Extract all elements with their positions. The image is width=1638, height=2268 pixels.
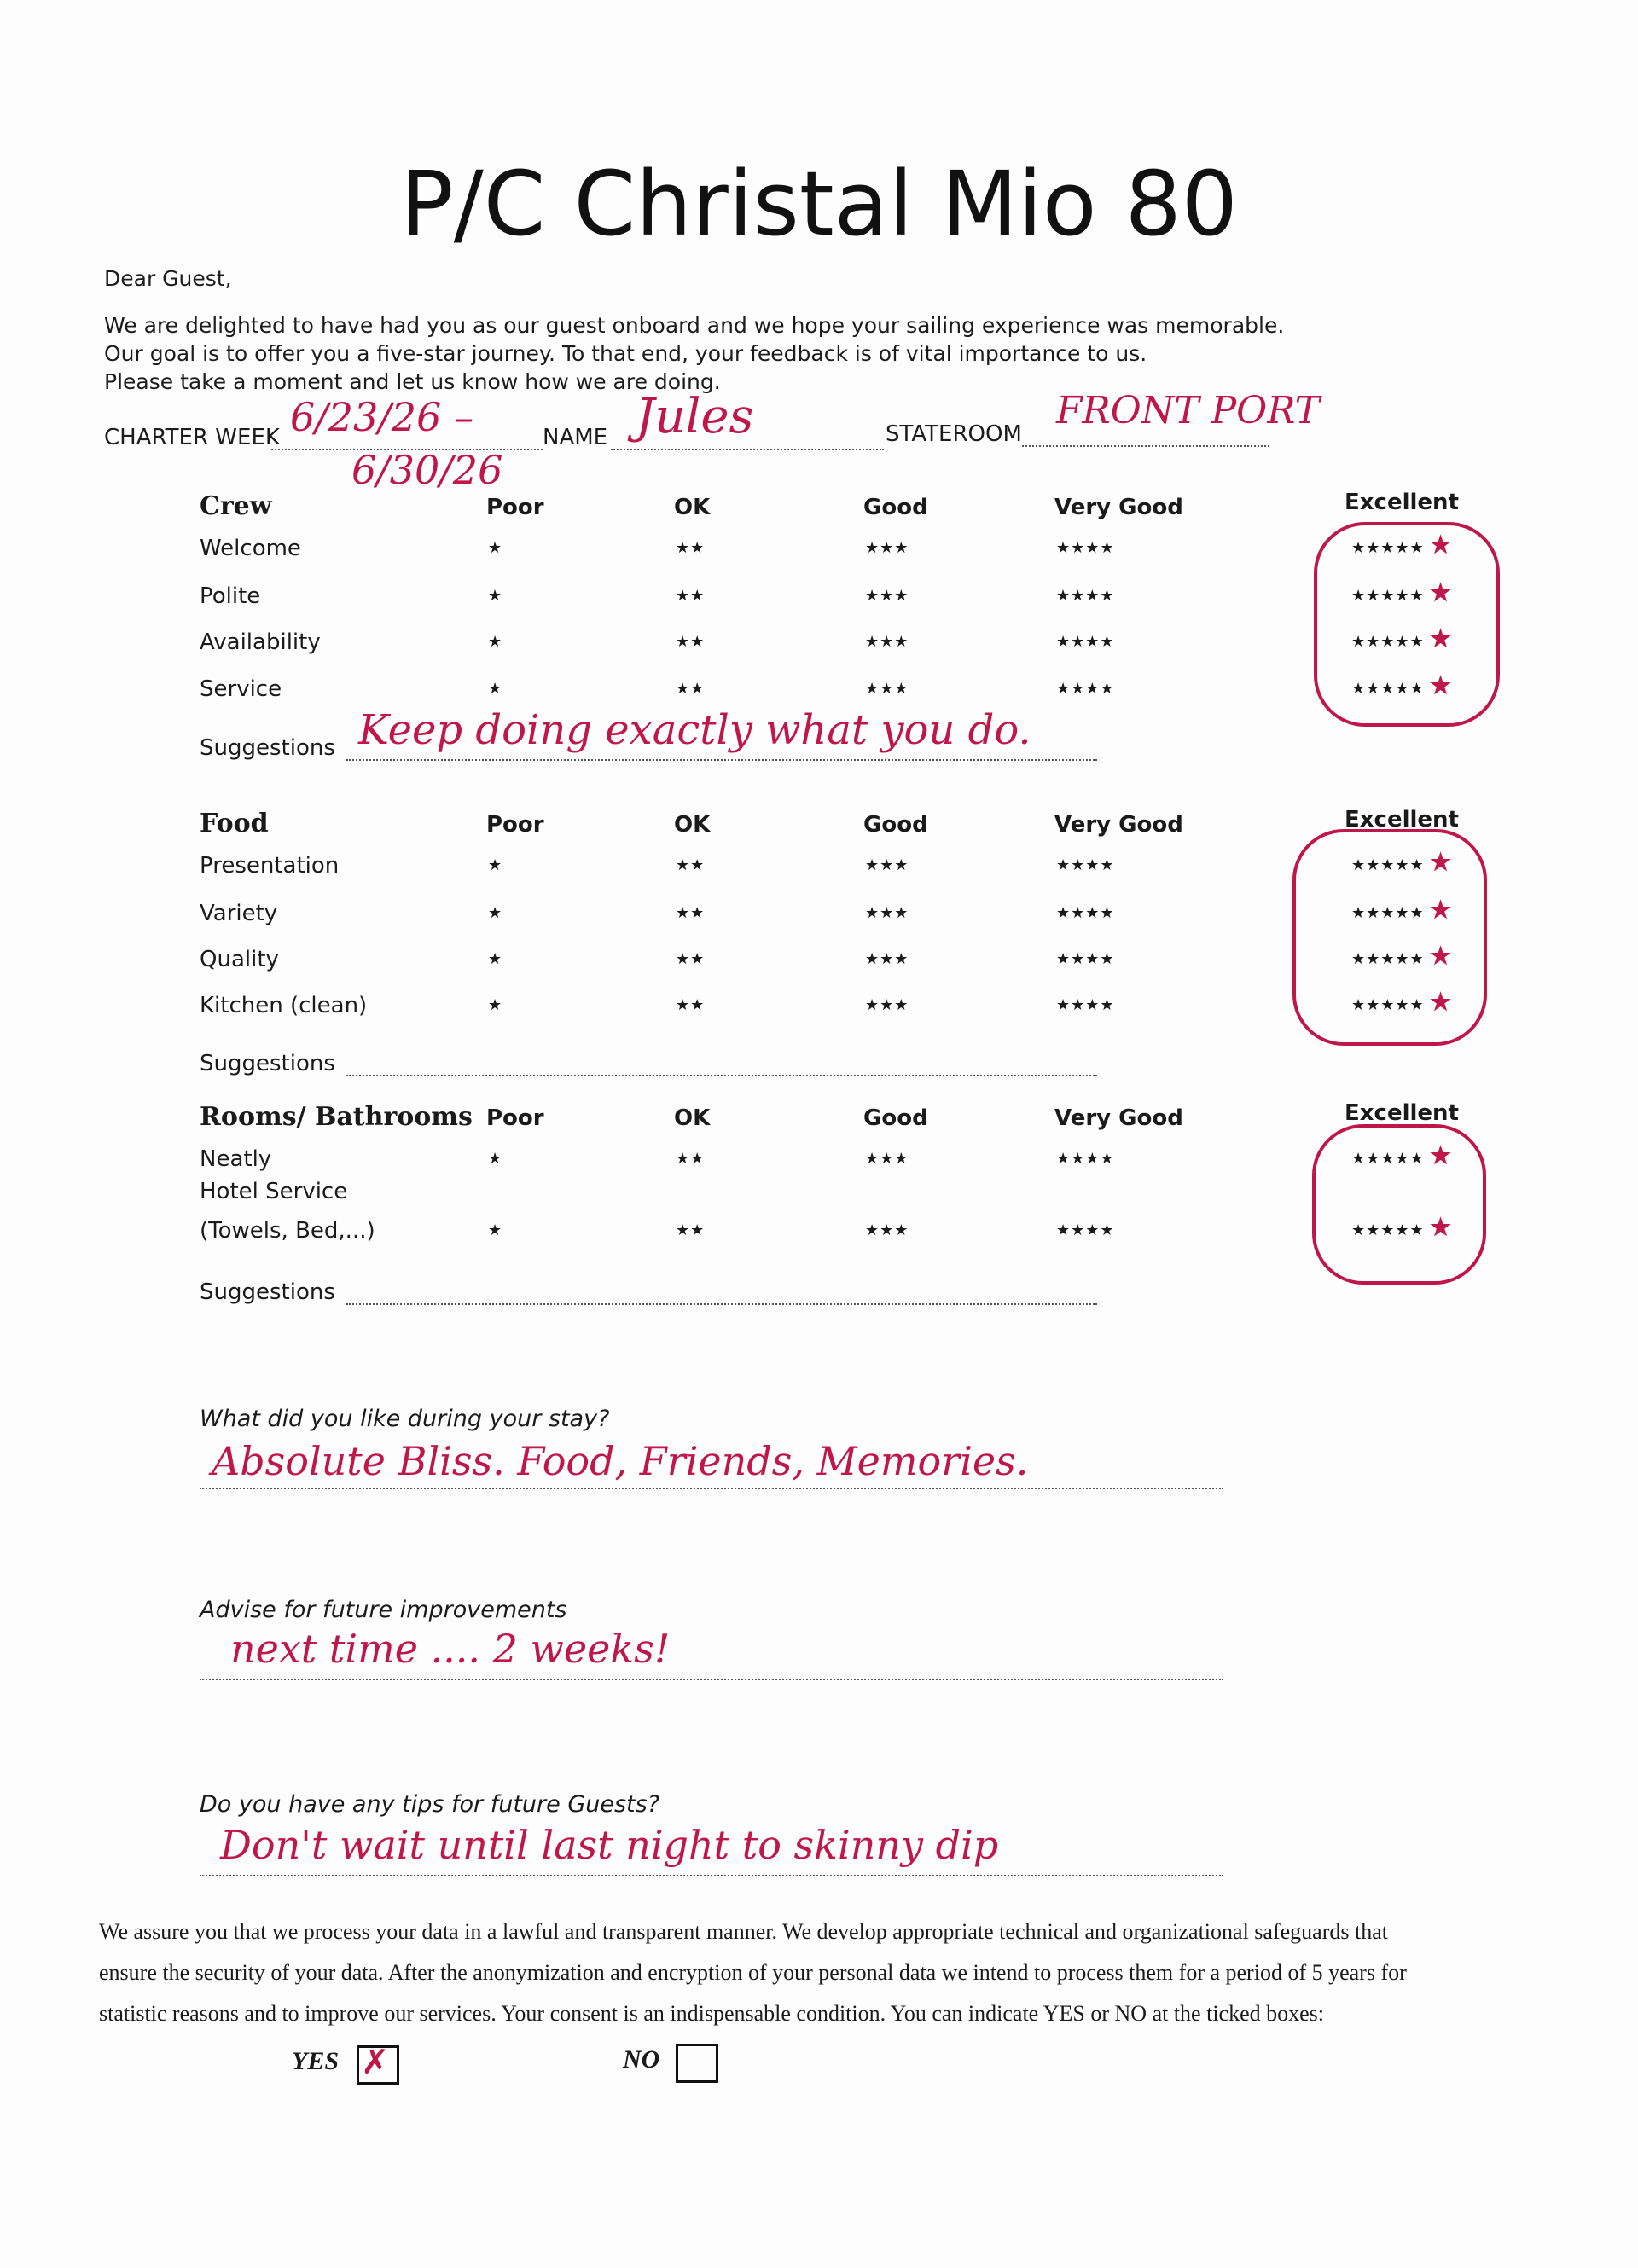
food-selected-mark-icon: ★ — [1430, 943, 1452, 969]
food-rating-poor[interactable]: ★ — [488, 950, 503, 968]
crew-rating-good[interactable]: ★★★ — [865, 539, 909, 557]
food-rating-poor[interactable]: ★ — [488, 856, 503, 874]
food-suggestions-line — [346, 1075, 1097, 1076]
food-row-label: Quality — [200, 947, 279, 972]
consent-line-2: ensure the security of your data. After the anonymization and encryption of your personal data we intend to process them for a period of 5 years for — [99, 1960, 1407, 1985]
food-rating-very-good[interactable]: ★★★★ — [1056, 996, 1115, 1014]
stateroom-line — [1022, 445, 1269, 447]
crew-rating-ok[interactable]: ★★ — [676, 587, 706, 605]
rooms-selected-mark-icon: ★ — [1430, 1214, 1452, 1240]
crew-rating-very-good[interactable]: ★★★★ — [1056, 680, 1115, 698]
crew-selected-mark-icon: ★ — [1430, 579, 1452, 606]
food-col-ok: OK — [674, 812, 711, 838]
rooms-col-good: Good — [863, 1105, 928, 1131]
crew-selected-mark-icon: ★ — [1430, 672, 1452, 699]
rooms-col-ok: OK — [674, 1105, 711, 1131]
rooms-suggestions-label: Suggestions — [200, 1279, 335, 1305]
crew-rating-good[interactable]: ★★★ — [865, 680, 909, 698]
crew-row-label: Availability — [200, 629, 321, 655]
yes-label: YES — [292, 2047, 340, 2075]
crew-row-label: Polite — [200, 583, 261, 609]
crew-col-excellent: Excellent — [1345, 490, 1459, 515]
rooms-row-label: (Towels, Bed,...) — [200, 1218, 375, 1244]
crew-selected-mark-icon: ★ — [1430, 531, 1452, 558]
crew-rating-poor[interactable]: ★ — [488, 680, 503, 698]
rooms-rating-good[interactable]: ★★★ — [865, 1221, 909, 1239]
liked-question: What did you like during your stay? — [200, 1406, 610, 1432]
liked-answer[interactable]: Absolute Bliss. Food, Friends, Memories. — [212, 1438, 1029, 1484]
crew-row-label: Service — [200, 676, 282, 702]
food-col-very-good: Very Good — [1054, 812, 1183, 838]
food-rating-ok[interactable]: ★★ — [676, 904, 706, 922]
food-rating-ok[interactable]: ★★ — [676, 856, 706, 874]
rooms-col-poor: Poor — [486, 1105, 544, 1131]
intro-line-2: Our goal is to offer you a five-star journey. To that end, your feedback is of vital importance to us. — [104, 341, 1147, 366]
form-title: P/C Christal Mio 80 — [400, 152, 1238, 256]
rooms-excellent-selection-ring — [1312, 1124, 1486, 1285]
food-selected-mark-icon: ★ — [1430, 849, 1452, 875]
consent-line-1: We assure you that we process your data in a lawful and transparent manner. We develop appropriate technical and organizational safeguards that — [99, 1919, 1388, 1944]
food-rating-excellent[interactable]: ★★★★★ — [1351, 950, 1425, 968]
food-rating-good[interactable]: ★★★ — [865, 950, 909, 968]
intro-line-3: Please take a moment and let us know how we are doing. — [104, 369, 721, 394]
crew-rating-poor[interactable]: ★ — [488, 633, 503, 651]
crew-rating-excellent[interactable]: ★★★★★ — [1351, 633, 1425, 651]
food-rating-poor[interactable]: ★ — [488, 996, 503, 1014]
food-rating-excellent[interactable]: ★★★★★ — [1351, 856, 1425, 874]
food-selected-mark-icon: ★ — [1430, 896, 1452, 923]
name-line — [611, 449, 884, 450]
rooms-row-label: Neatly — [200, 1146, 272, 1172]
crew-rating-excellent[interactable]: ★★★★★ — [1351, 539, 1425, 557]
food-col-poor: Poor — [486, 812, 544, 838]
rooms-col-excellent: Excellent — [1345, 1100, 1459, 1126]
crew-suggestions-value[interactable]: Keep doing exactly what you do. — [358, 706, 1031, 754]
crew-row-label: Welcome — [200, 536, 301, 561]
crew-rating-excellent[interactable]: ★★★★★ — [1351, 587, 1425, 605]
crew-suggestions-line — [346, 759, 1097, 761]
charter-week-value-2[interactable]: 6/30/26 — [351, 447, 503, 493]
food-rating-good[interactable]: ★★★ — [865, 856, 909, 874]
crew-col-ok: OK — [674, 495, 711, 520]
liked-answer-line — [200, 1488, 1223, 1489]
no-label: NO — [623, 2045, 660, 2074]
rooms-rating-good[interactable]: ★★★ — [865, 1150, 909, 1168]
food-row-label: Presentation — [200, 853, 340, 879]
food-rating-good[interactable]: ★★★ — [865, 904, 909, 922]
rooms-rating-very-good[interactable]: ★★★★ — [1056, 1150, 1115, 1168]
crew-rating-very-good[interactable]: ★★★★ — [1056, 633, 1115, 651]
crew-section-title: Crew — [200, 491, 272, 521]
food-rating-excellent[interactable]: ★★★★★ — [1351, 996, 1425, 1014]
tips-question: Do you have any tips for future Guests? — [200, 1791, 660, 1818]
crew-col-poor: Poor — [486, 495, 544, 520]
rooms-col-very-good: Very Good — [1054, 1105, 1183, 1131]
charter-week-label: CHARTER WEEK — [104, 425, 280, 450]
rooms-rating-excellent[interactable]: ★★★★★ — [1351, 1150, 1425, 1168]
crew-col-very-good: Very Good — [1054, 495, 1183, 520]
food-rating-very-good[interactable]: ★★★★ — [1056, 904, 1115, 922]
name-label: NAME — [543, 425, 608, 450]
crew-rating-poor[interactable]: ★ — [488, 587, 503, 605]
rooms-rating-ok[interactable]: ★★ — [676, 1150, 706, 1168]
rooms-row-label: Hotel Service — [200, 1179, 348, 1204]
charter-week-value-1[interactable]: 6/23/26 – — [290, 394, 473, 440]
crew-rating-good[interactable]: ★★★ — [865, 633, 909, 651]
stateroom-label: STATEROOM — [886, 421, 1022, 447]
food-row-label: Kitchen (clean) — [200, 993, 368, 1018]
food-rating-ok[interactable]: ★★ — [676, 996, 706, 1014]
no-checkbox[interactable] — [676, 2044, 718, 2083]
crew-excellent-selection-ring — [1314, 522, 1500, 727]
crew-rating-very-good[interactable]: ★★★★ — [1056, 539, 1115, 557]
crew-suggestions-label: Suggestions — [200, 735, 335, 761]
greeting: Dear Guest, — [104, 266, 232, 291]
rooms-rating-poor[interactable]: ★ — [488, 1150, 503, 1168]
food-selected-mark-icon: ★ — [1430, 989, 1452, 1015]
crew-rating-very-good[interactable]: ★★★★ — [1056, 587, 1115, 605]
food-rating-very-good[interactable]: ★★★★ — [1056, 950, 1115, 968]
food-rating-excellent[interactable]: ★★★★★ — [1351, 904, 1425, 922]
crew-rating-good[interactable]: ★★★ — [865, 587, 909, 605]
crew-col-good: Good — [863, 495, 928, 520]
crew-rating-ok[interactable]: ★★ — [676, 633, 706, 651]
tips-answer-line — [200, 1875, 1223, 1876]
crew-rating-excellent[interactable]: ★★★★★ — [1351, 680, 1425, 698]
rooms-section-title: Rooms/ Bathrooms — [200, 1102, 473, 1132]
rooms-rating-poor[interactable]: ★ — [488, 1221, 503, 1239]
food-col-excellent: Excellent — [1345, 807, 1459, 832]
food-col-good: Good — [863, 812, 928, 838]
crew-selected-mark-icon: ★ — [1430, 625, 1452, 652]
crew-rating-ok[interactable]: ★★ — [676, 680, 706, 698]
rooms-suggestions-line — [346, 1303, 1097, 1305]
name-value[interactable]: Jules — [636, 389, 754, 444]
yes-checkbox[interactable] — [357, 2045, 399, 2085]
crew-rating-ok[interactable]: ★★ — [676, 539, 706, 557]
improve-answer[interactable]: next time .... 2 weeks! — [230, 1626, 671, 1672]
intro-line-1: We are delighted to have had you as our guest onboard and we hope your sailing experience was memorable. — [104, 313, 1285, 338]
rooms-rating-excellent[interactable]: ★★★★★ — [1351, 1221, 1425, 1239]
tips-answer[interactable]: Don't wait until last night to skinny dip — [220, 1822, 999, 1868]
consent-line-3: statistic reasons and to improve our services. Your consent is an indispensable condition. You can indicate YES or NO at the ticked boxes: — [99, 2001, 1325, 2026]
yes-check-mark: ✗ — [361, 2043, 390, 2082]
food-row-label: Variety — [200, 901, 278, 926]
food-suggestions-label: Suggestions — [200, 1051, 335, 1076]
rooms-rating-ok[interactable]: ★★ — [676, 1221, 706, 1239]
rooms-selected-mark-icon: ★ — [1430, 1142, 1452, 1169]
food-excellent-selection-ring — [1292, 829, 1487, 1046]
food-rating-ok[interactable]: ★★ — [676, 950, 706, 968]
food-rating-good[interactable]: ★★★ — [865, 996, 909, 1014]
food-rating-poor[interactable]: ★ — [488, 904, 503, 922]
improve-question: Advise for future improvements — [200, 1597, 567, 1623]
food-rating-very-good[interactable]: ★★★★ — [1056, 856, 1115, 874]
stateroom-value[interactable]: FRONT PORT — [1056, 389, 1320, 432]
crew-rating-poor[interactable]: ★ — [488, 539, 503, 557]
improve-answer-line — [200, 1679, 1223, 1680]
rooms-rating-very-good[interactable]: ★★★★ — [1056, 1221, 1115, 1239]
food-section-title: Food — [200, 809, 269, 838]
